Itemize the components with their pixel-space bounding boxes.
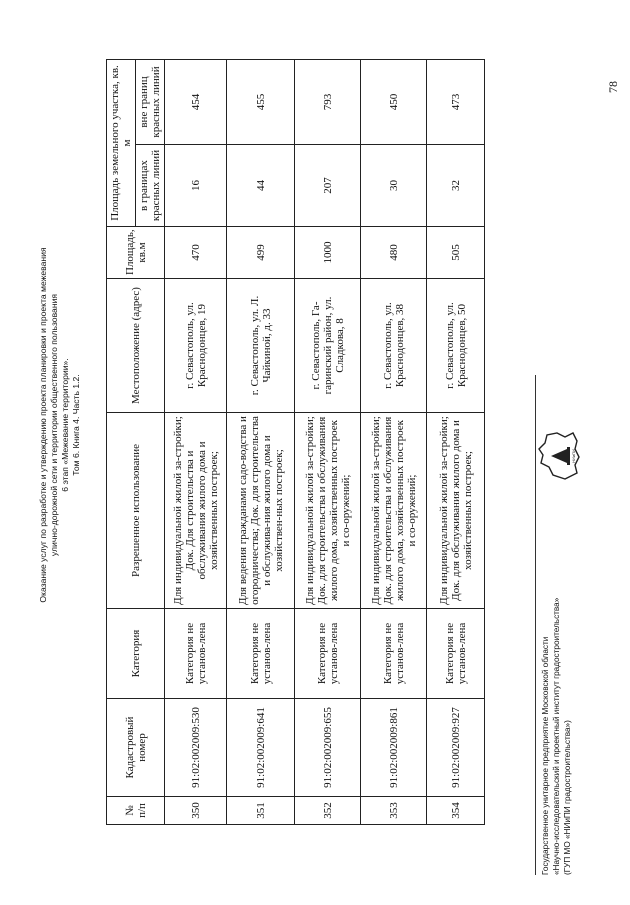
cell-area: 505 (427, 227, 485, 279)
cell-inside: 30 (361, 145, 427, 227)
cell-category: Категория не установ-лена (227, 609, 295, 699)
cell-location: г. Севастополь, ул. Л. Чайкиной, д. 33 (227, 279, 295, 413)
cell-outside: 793 (295, 59, 361, 144)
cell-cadastral: 91:02:002009:861 (361, 699, 427, 797)
table-row (427, 59, 485, 824)
footer-line-3: (ГУП МО «НИиПИ градостроительства») (563, 720, 572, 875)
institute-emblem-icon (535, 427, 583, 485)
table-row (165, 59, 227, 824)
cell-num: 354 (427, 797, 485, 825)
page-number: 78 (606, 81, 620, 93)
header-location: Местоположение (адрес) (107, 279, 165, 413)
cell-inside: 32 (427, 145, 485, 227)
cell-inside: 16 (165, 145, 227, 227)
header-line-2: улично-дорожной сети и территории общественного пользования (49, 293, 59, 557)
footer-line-2: «Научно-исследовательский и проектный институт градостроительства» (552, 597, 561, 875)
cell-area: 480 (361, 227, 427, 279)
cell-cadastral: 91:02:002009:655 (295, 699, 361, 797)
cell-inside: 44 (227, 145, 295, 227)
cell-inside: 207 (295, 145, 361, 227)
cell-area: 1000 (295, 227, 361, 279)
header-num: № п/п (107, 797, 165, 825)
cell-cadastral: 91:02:002009:927 (427, 699, 485, 797)
cell-usage: Для индивидуальной жилой за-стройки; Док. Для строительства и обслуживания жилого дома и хозяйственных построек; (165, 413, 227, 609)
cell-num: 352 (295, 797, 361, 825)
cell-usage: Для индивидуальной жилой за-стройки; Док. для строительства и обслуживания жилого дома, хозяйственных построек и со-оружений; (295, 413, 361, 609)
header-outside: вне границ красных линий (136, 59, 165, 144)
header-line-4: Том 6. Книга 4. Часть 1.2. (71, 374, 81, 476)
cell-num: 350 (165, 797, 227, 825)
header-usage: Разрешенное использование (107, 413, 165, 609)
cell-location: г. Севастополь, ул. Краснодонцев, 19 (165, 279, 227, 413)
document-header (38, 205, 82, 645)
header-area: Площадь, кв.м (107, 227, 165, 279)
table-row (361, 59, 427, 824)
table-row (227, 59, 295, 824)
header-land-area: Площадь земельного участка, кв. м (107, 59, 136, 226)
document-footer (540, 598, 573, 875)
cell-area: 499 (227, 227, 295, 279)
header-line-1: Оказание услуг по разработке и утверждению проекта планировки и проекта межевания (38, 247, 48, 603)
cell-category: Категория не установ-лена (427, 609, 485, 699)
cell-usage: Для ведения гражданами садо-водства и огородничества; Док. для строительства и обслужива-ния жилого дома и хозяйствен-ных построек; (227, 413, 295, 609)
cell-num: 351 (227, 797, 295, 825)
header-line-3: 6 этап «Межевание территории». (60, 358, 70, 492)
cell-cadastral: 91:02:002009:530 (165, 699, 227, 797)
cell-num: 353 (361, 797, 427, 825)
cell-location: г. Севастополь, Га-гаринский район, ул. Сладкова, 8 (295, 279, 361, 413)
logo-text: НИиПИ (571, 449, 576, 463)
cell-cadastral: 91:02:002009:641 (227, 699, 295, 797)
header-category: Категория (107, 609, 165, 699)
cell-category: Категория не установ-лена (361, 609, 427, 699)
cell-outside: 450 (361, 59, 427, 144)
cell-location: г. Севастополь, ул. Краснодонцев, 38 (361, 279, 427, 413)
cell-location: г. Севастополь, ул. Краснодонцев, 50 (427, 279, 485, 413)
header-cadastral: Кадастровый номер (107, 699, 165, 797)
cell-category: Категория не установ-лена (295, 609, 361, 699)
table-row (295, 59, 361, 824)
header-inside: в границах красных линий (136, 145, 165, 227)
cell-category: Категория не установ-лена (165, 609, 227, 699)
cell-area: 470 (165, 227, 227, 279)
footer-line-1: Государственное унитарное предприятие Московской области (541, 636, 550, 875)
land-plots-table (106, 59, 485, 825)
cell-usage: Для индивидуальной жилой за-стройки; Док. для обслуживания жилого дома и хозяйственных построек; (427, 413, 485, 609)
cell-outside: 455 (227, 59, 295, 144)
cell-outside: 454 (165, 59, 227, 144)
cell-usage: Для индивидуальной жилой за-стройки; Док. для строительства и обслуживания жилого дома, хозяйственных построек и со-оружений; (361, 413, 427, 609)
cell-outside: 473 (427, 59, 485, 144)
